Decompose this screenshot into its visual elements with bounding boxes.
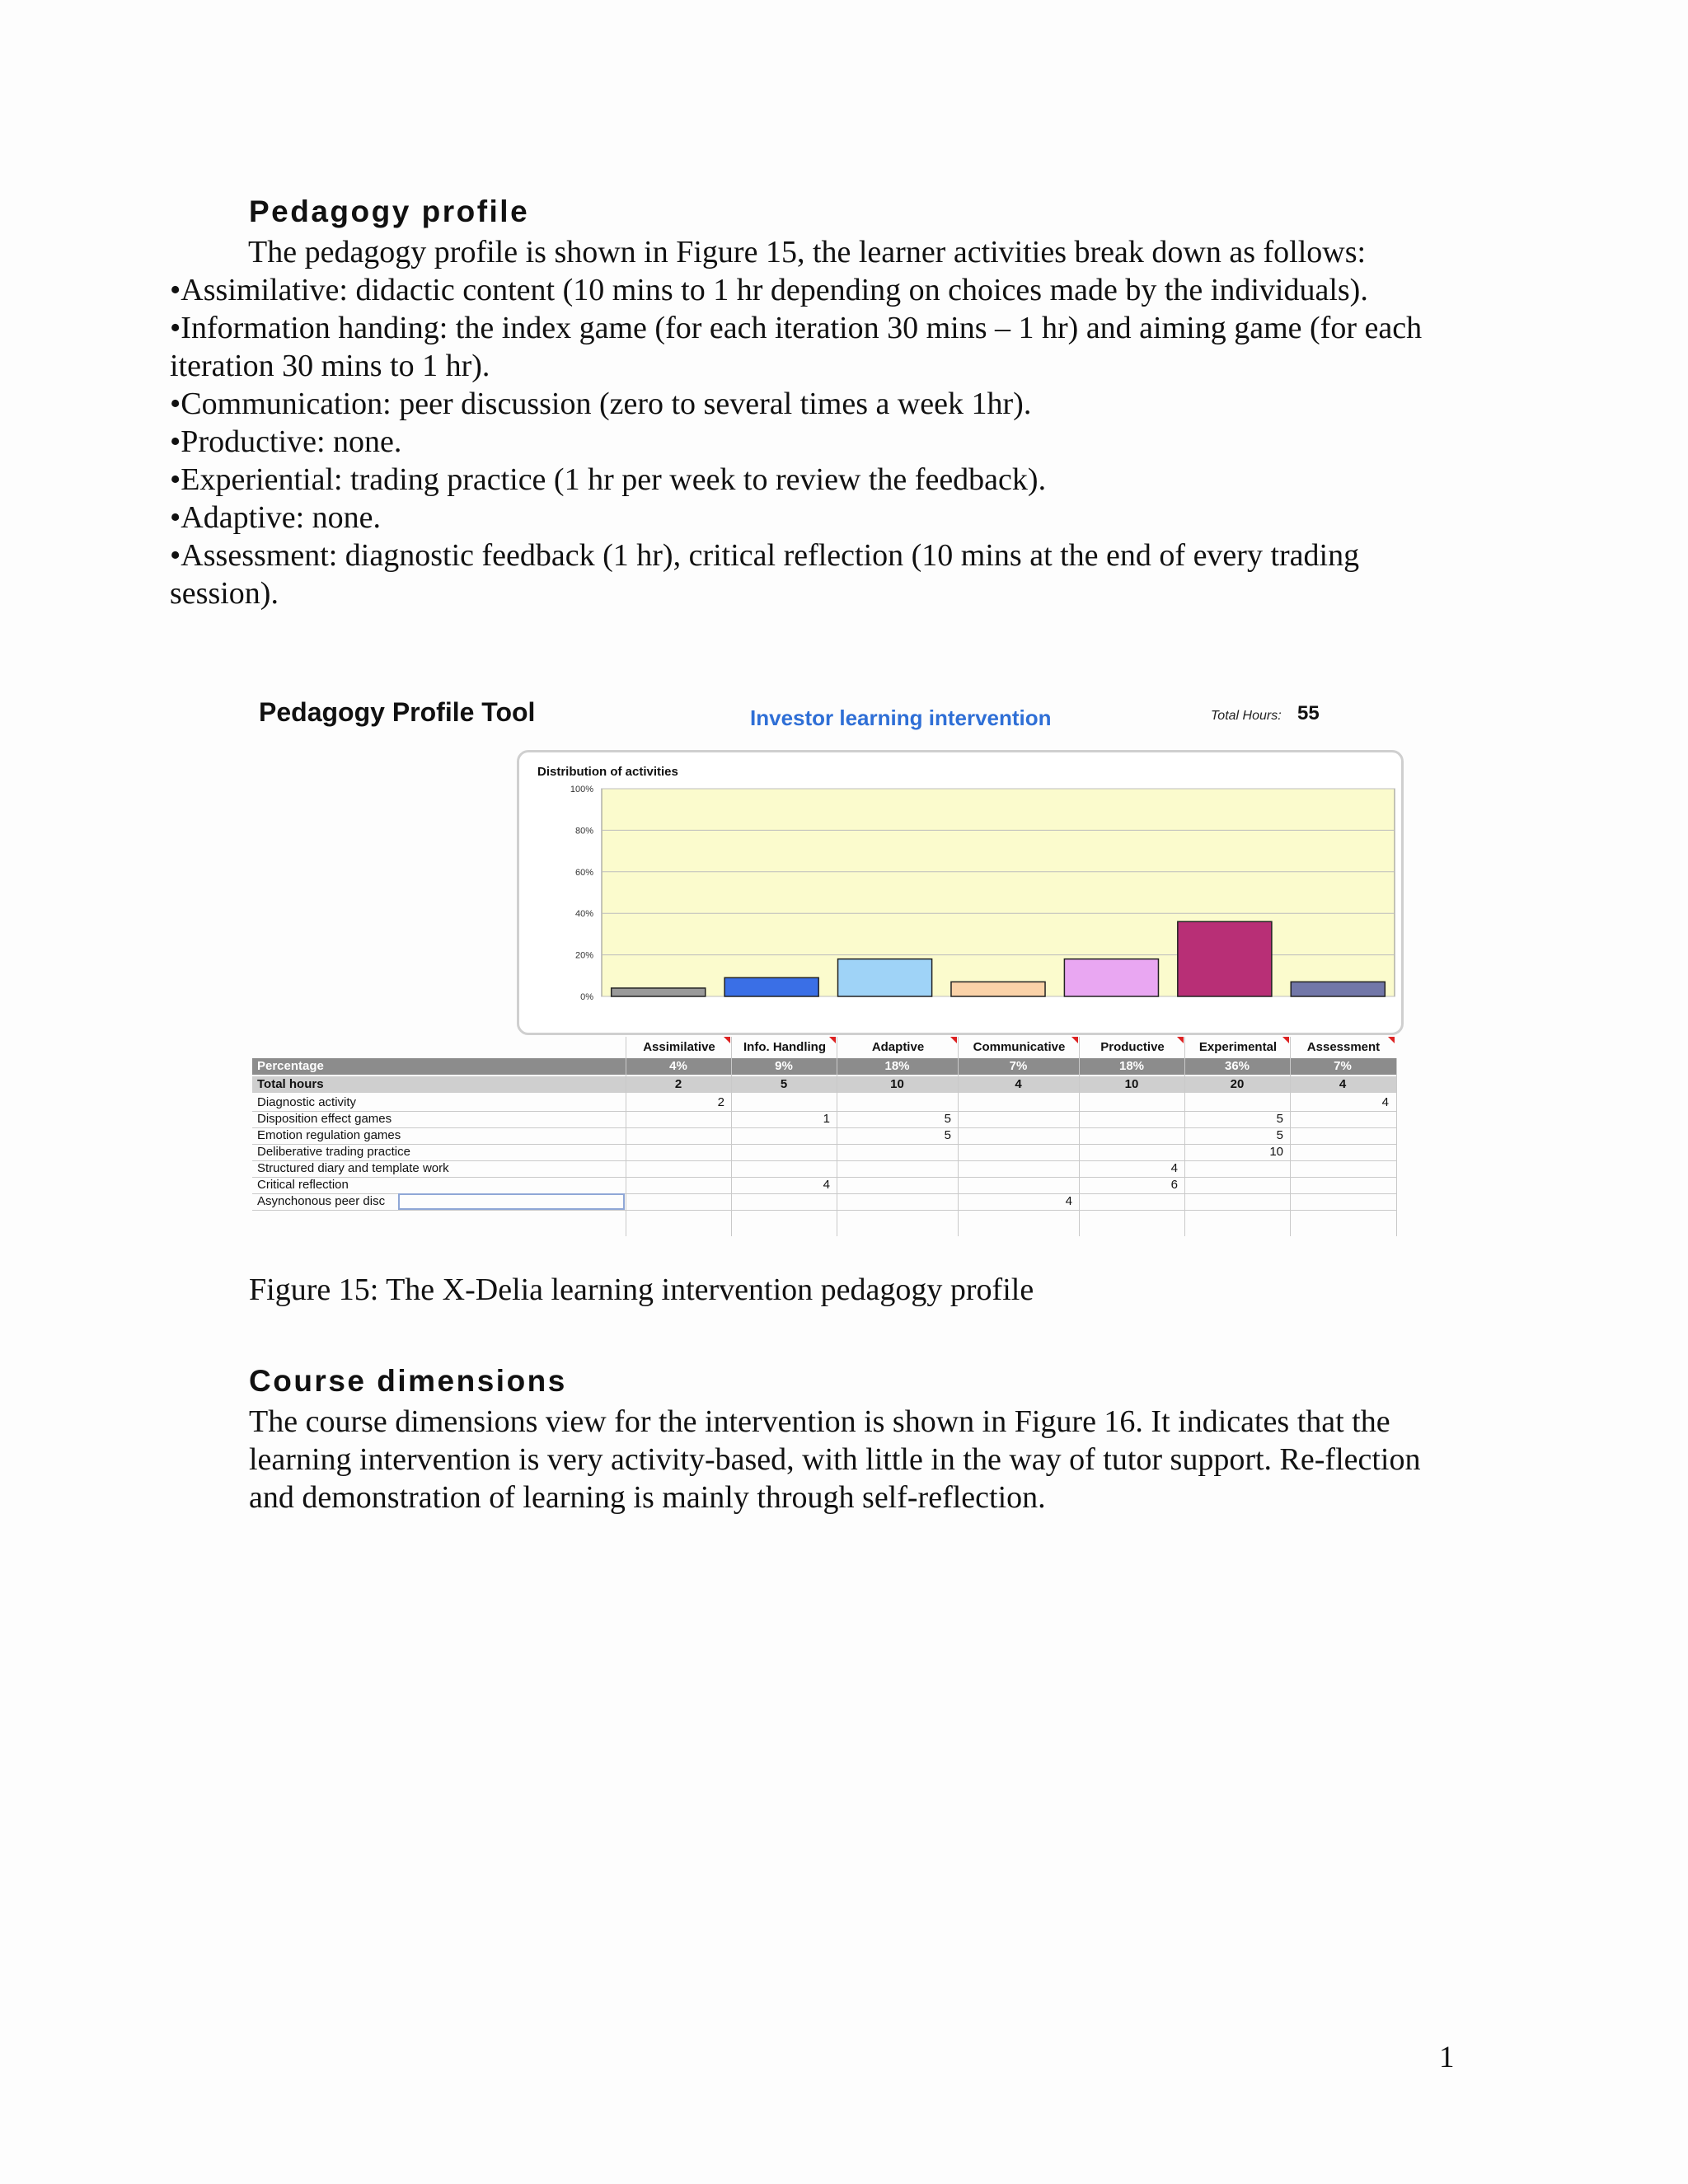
- y-tick-label: 60%: [574, 867, 593, 878]
- activity-label: Critical reflection: [257, 1178, 349, 1192]
- chart-canvas: [519, 752, 1401, 1033]
- bullet-assessment: •Assessment: diagnostic feedback (1 hr), critical reflection (10 mins at the end of every trading session).: [170, 538, 1360, 611]
- comment-marker: [1388, 1037, 1395, 1043]
- bar-experimental: [1178, 921, 1272, 996]
- activity-label: Diagnostic activity: [257, 1095, 357, 1109]
- percentage-cell: 9%: [775, 1059, 793, 1073]
- row-divider: [252, 1210, 1396, 1211]
- distribution-chart: [517, 750, 1404, 1035]
- page-number: 1: [1439, 2041, 1455, 2074]
- pedagogy-profile-figure: [247, 689, 1401, 1249]
- comment-marker: [724, 1037, 730, 1043]
- bar-assessment: [1291, 982, 1385, 996]
- total-hours-label: Total hours: [257, 1077, 324, 1091]
- column-header: Experimental: [1184, 1037, 1291, 1058]
- column-header: Productive: [1079, 1037, 1185, 1058]
- column-header: Communicative: [958, 1037, 1080, 1058]
- activity-cell: 5: [944, 1112, 951, 1126]
- total-hours-cell: 5: [780, 1077, 788, 1091]
- column-divider: [1079, 1058, 1080, 1236]
- activity-cell: 4: [1065, 1194, 1072, 1208]
- column-header: Info. Handling: [731, 1037, 837, 1058]
- comment-marker: [950, 1037, 957, 1043]
- bullet-information-handling: •Information handing: the index game (for each iteration 30 mins – 1 hr) and aiming game (for each iteration 30 mins to 1 hr).: [170, 311, 1423, 383]
- comment-marker: [1071, 1037, 1078, 1043]
- bullet-productive: •Productive: none.: [170, 424, 402, 459]
- percentage-cell: 18%: [1118, 1059, 1145, 1073]
- bar-productive: [1064, 959, 1158, 996]
- percentage-cell: 36%: [1224, 1059, 1250, 1073]
- comment-marker: [1282, 1037, 1289, 1043]
- column-divider: [731, 1058, 732, 1236]
- plot-area: [602, 789, 1395, 996]
- y-tick-label: 0%: [580, 992, 593, 1002]
- bar-adaptive: [838, 959, 932, 996]
- bar-communicative: [951, 982, 1045, 996]
- total-hours-cell: 4: [1339, 1077, 1347, 1091]
- activity-cell: 5: [1276, 1112, 1283, 1126]
- column-divider: [958, 1058, 959, 1236]
- column-divider: [1184, 1058, 1185, 1236]
- activity-label: Deliberative trading practice: [257, 1145, 410, 1159]
- column-header: Assessment: [1290, 1037, 1396, 1058]
- activity-cell: 1: [823, 1112, 830, 1126]
- column-header: Assimilative: [626, 1037, 732, 1058]
- activity-cell: 5: [1276, 1128, 1283, 1142]
- total-hours-cell: 2: [674, 1077, 682, 1091]
- activity-cell: 2: [717, 1095, 724, 1109]
- percentage-cell: 4%: [669, 1059, 687, 1073]
- activity-cell: 5: [944, 1128, 951, 1142]
- activity-cell: 10: [1269, 1145, 1283, 1159]
- activity-cell: 6: [1170, 1178, 1178, 1192]
- comment-marker: [1177, 1037, 1184, 1043]
- intro-paragraph: The pedagogy profile is shown in Figure 15, the learner activities break down as follows:: [248, 235, 1367, 269]
- activity-label: Disposition effect games: [257, 1112, 392, 1126]
- y-tick-label: 20%: [574, 950, 593, 961]
- activity-cell: 4: [823, 1178, 830, 1192]
- total-hours-cell: 4: [1015, 1077, 1022, 1091]
- activity-label: Asynchonous peer disc: [257, 1194, 386, 1208]
- intervention-title: Investor learning intervention: [750, 705, 1052, 730]
- section-heading-pedagogy-profile: Pedagogy profile: [249, 194, 530, 228]
- y-tick-label: 80%: [574, 826, 593, 837]
- column-divider: [1290, 1058, 1291, 1236]
- tool-title: Pedagogy Profile Tool: [259, 697, 536, 727]
- section-heading-course-dimensions: Course dimensions: [249, 1364, 567, 1398]
- total-hours-cell: 20: [1230, 1077, 1245, 1091]
- active-cell: [398, 1193, 625, 1210]
- total-hours-cell: 10: [1124, 1077, 1139, 1091]
- column-header: Adaptive: [837, 1037, 959, 1058]
- bullet-experiential: •Experiential: trading practice (1 hr per week to review the feedback).: [170, 462, 1047, 497]
- total-hours-value: 55: [1297, 702, 1320, 724]
- percentage-cell: 7%: [1009, 1059, 1028, 1073]
- y-tick-label: 40%: [574, 909, 593, 920]
- pedagogy-profile-text: [170, 233, 1456, 612]
- activity-cell: 4: [1170, 1161, 1178, 1175]
- bullet-assimilative: •Assimilative: didactic content (10 mins to 1 hr depending on choices made by the individuals).: [170, 273, 1368, 307]
- column-divider: [1396, 1058, 1397, 1236]
- bar-info-handling: [724, 977, 818, 996]
- bullet-adaptive: •Adaptive: none.: [170, 500, 382, 535]
- total-hours-label: Total Hours:: [1211, 709, 1282, 723]
- course-dimensions-paragraph: The course dimensions view for the intervention is shown in Figure 16. It indicates that the learning intervention is very activity-based, with little in the way of tutor support. Re-flection and demonstration of learning is mainly through self-reflection.: [249, 1404, 1421, 1515]
- activity-label: Emotion regulation games: [257, 1128, 401, 1142]
- bar-assimilative: [612, 988, 706, 996]
- total-hours-cell: 10: [890, 1077, 904, 1091]
- figure-caption: Figure 15: The X-Delia learning intervention pedagogy profile: [249, 1272, 1034, 1307]
- y-tick-label: 100%: [570, 785, 593, 794]
- percentage-cell: 18%: [884, 1059, 910, 1073]
- activity-label: Structured diary and template work: [257, 1161, 449, 1175]
- bullet-communication: •Communication: peer discussion (zero to several times a week 1hr).: [170, 387, 1032, 421]
- percentage-cell: 7%: [1334, 1059, 1352, 1073]
- percentage-label: Percentage: [257, 1059, 324, 1073]
- activity-cell: 4: [1381, 1095, 1389, 1109]
- comment-marker: [829, 1037, 836, 1043]
- course-dimensions-text: [249, 1403, 1461, 1516]
- chart-title: Distribution of activities: [537, 765, 678, 779]
